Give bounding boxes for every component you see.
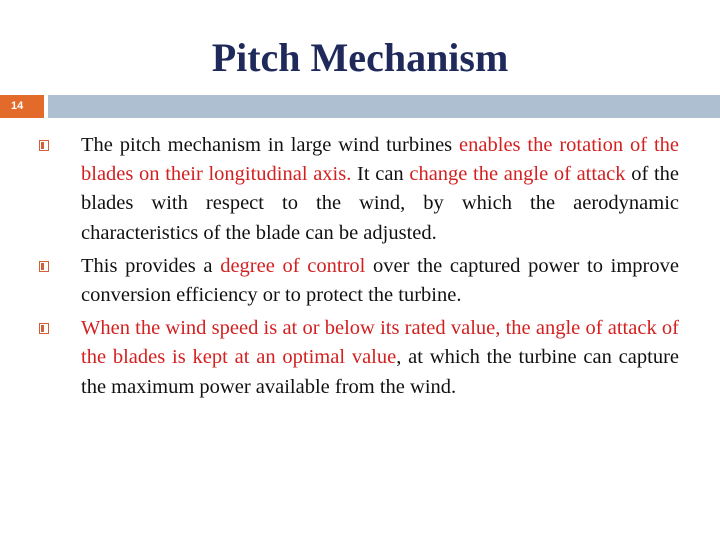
- text-segment: The pitch mechanism in large wind turbines: [81, 134, 460, 156]
- bullet-list: [39, 131, 679, 406]
- text-segment: , at which the turbine can capture the maximum power available from the wind.: [81, 346, 679, 398]
- text-segment: over the captured power to improve conversion efficiency or to protect the turbine.: [81, 254, 679, 307]
- bullet-text: [81, 314, 679, 402]
- highlight-segment: change the angle of attack: [409, 163, 626, 186]
- square-bullet-icon: [39, 140, 49, 151]
- header-bar: [48, 95, 720, 118]
- bullet-item: [39, 314, 679, 402]
- highlight-segment: degree of control: [220, 254, 366, 277]
- bullet-text: [81, 131, 679, 248]
- square-bullet-icon: [39, 323, 49, 334]
- highlight-segment: When the wind speed is at or below its rated value, the angle of attack of the blades is kept at an optimal value: [81, 317, 679, 369]
- square-bullet-icon: [39, 261, 49, 272]
- bullet-item: [39, 252, 679, 310]
- highlight-segment: enables the rotation of the blades on their longitudinal axis.: [81, 134, 680, 186]
- page-number-badge: 14: [0, 95, 44, 118]
- bullet-text: [81, 252, 679, 310]
- bullet-item: [39, 131, 679, 248]
- text-segment: This provides a: [81, 254, 221, 277]
- text-segment: It can: [351, 163, 410, 186]
- text-segment: of the blades with respect to the wind, by which the aerodynamic characteristics of the blade can be adjusted.: [81, 163, 679, 244]
- slide-title: Pitch Mechanism: [211, 35, 509, 80]
